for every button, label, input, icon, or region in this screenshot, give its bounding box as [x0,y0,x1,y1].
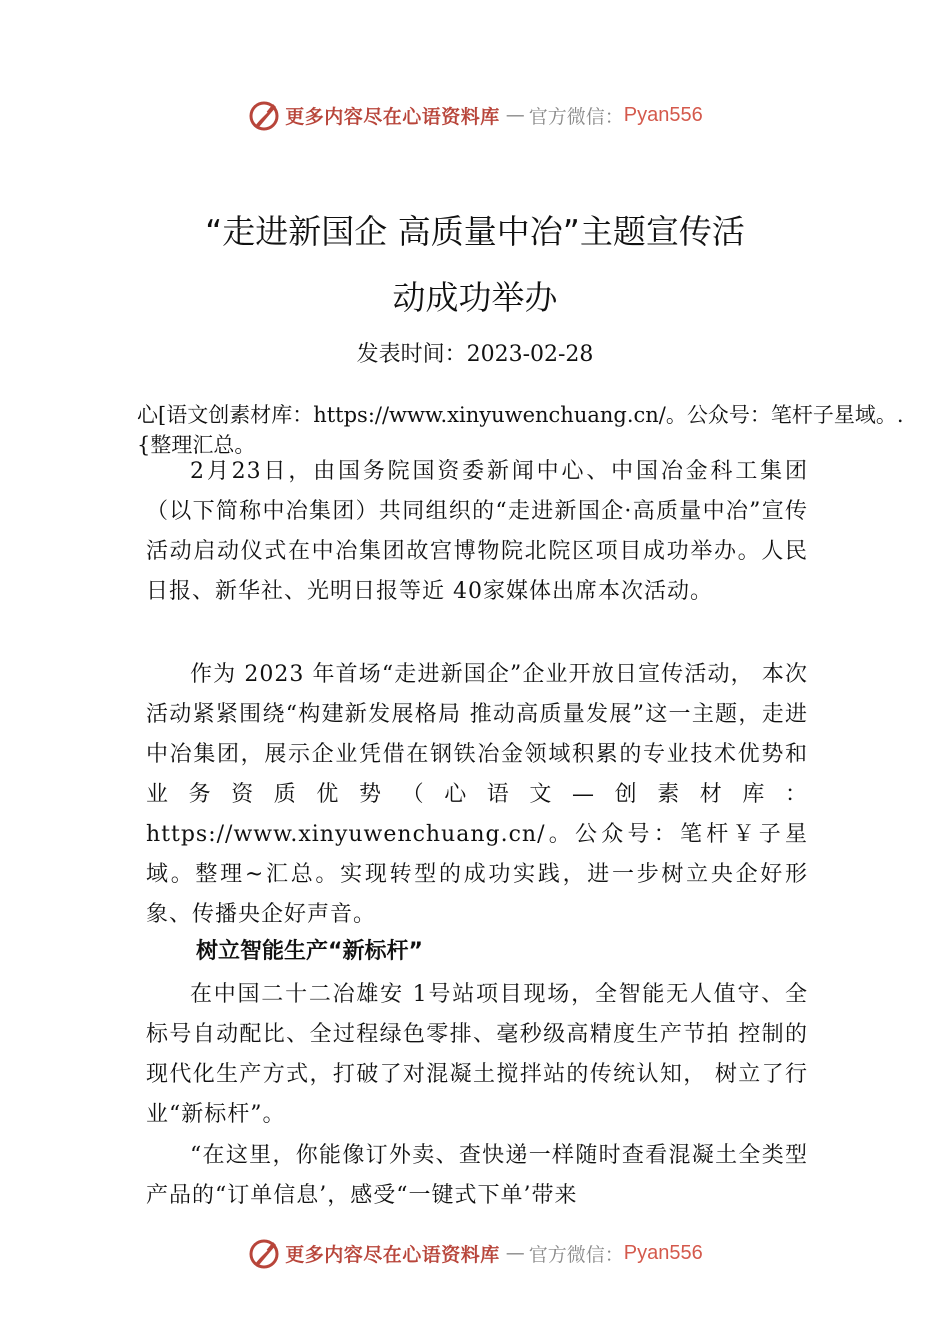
section-subheading: 树立智能生产“新标杆” [196,939,423,964]
wechat-label: 官方微信： [528,1243,624,1266]
banner-separator: — [505,104,525,126]
source-note: 心[语文创素材库：https://www.xinyuwenchuang.cn/。公众号：笔杆子星域。.{整理汇总。 [137,403,904,457]
date-label: 发表时间： [356,342,467,367]
banner-text: 更多内容尽在心语资料库 [285,1243,500,1266]
header-banner [0,95,950,135]
quill-logo-icon [247,1236,281,1270]
banner-text: 更多内容尽在心语资料库 [285,105,500,128]
paragraph-4: “在这里，你能像订外卖、查快递一样随时查看混凝土全类型产品的“订单信息’，感受“一键式下单’带来 [146,1143,808,1208]
paragraph-2: 作为 2023 年首场“走进新国企”企业开放日宣传活动， 本次活动紧紧围绕“构建新发展格局 推动高质量发展”这一主题，走进中冶集团，展示企业凭借在钢铁冶金领域积累的专业技术优势和业务资质优势（心语文—创素材库：https://www.xinyuwenchuang.cn/。公众号：笔杆￥子星域。整理~汇总。实现转型的成功实践，进一步树立央企好形象、传播央企好声音。 [146,662,808,927]
date-value: 2023-02-28 [466,342,594,367]
paragraph-3: 在中国二十二冶雄安 1号站项目现场，全智能无人值守、全标号自动配比、全过程绿色零排、毫秒级高精度生产节拍 控制的现代化生产方式，打破了对混凝土搅拌站的传统认知， 树立了行业“新标杆”。 [146,982,808,1127]
wechat-id: Pyan556 [623,1241,703,1264]
paragraph-1: 2月23日，由国务院国资委新闻中心、中国冶金科工集团（以下简称中冶集团）共同组织的“走进新国企·高质量中冶”宣传活动启动仪式在中冶集团故宫博物院北院区项目成功举办。人民日报、新华社、光明日报等近 40家媒体出席本次活动。 [146,459,808,604]
banner-separator: — [505,1242,525,1264]
wechat-id: Pyan556 [623,103,703,126]
publish-date [0,337,950,368]
article-title-line1: “走进新国企 高质量中冶”主题宣传活 [205,212,745,251]
footer-banner [0,1233,950,1273]
quill-logo-icon [247,98,281,132]
article-title-line2: 动成功举办 [392,278,558,317]
wechat-label: 官方微信： [528,105,624,128]
